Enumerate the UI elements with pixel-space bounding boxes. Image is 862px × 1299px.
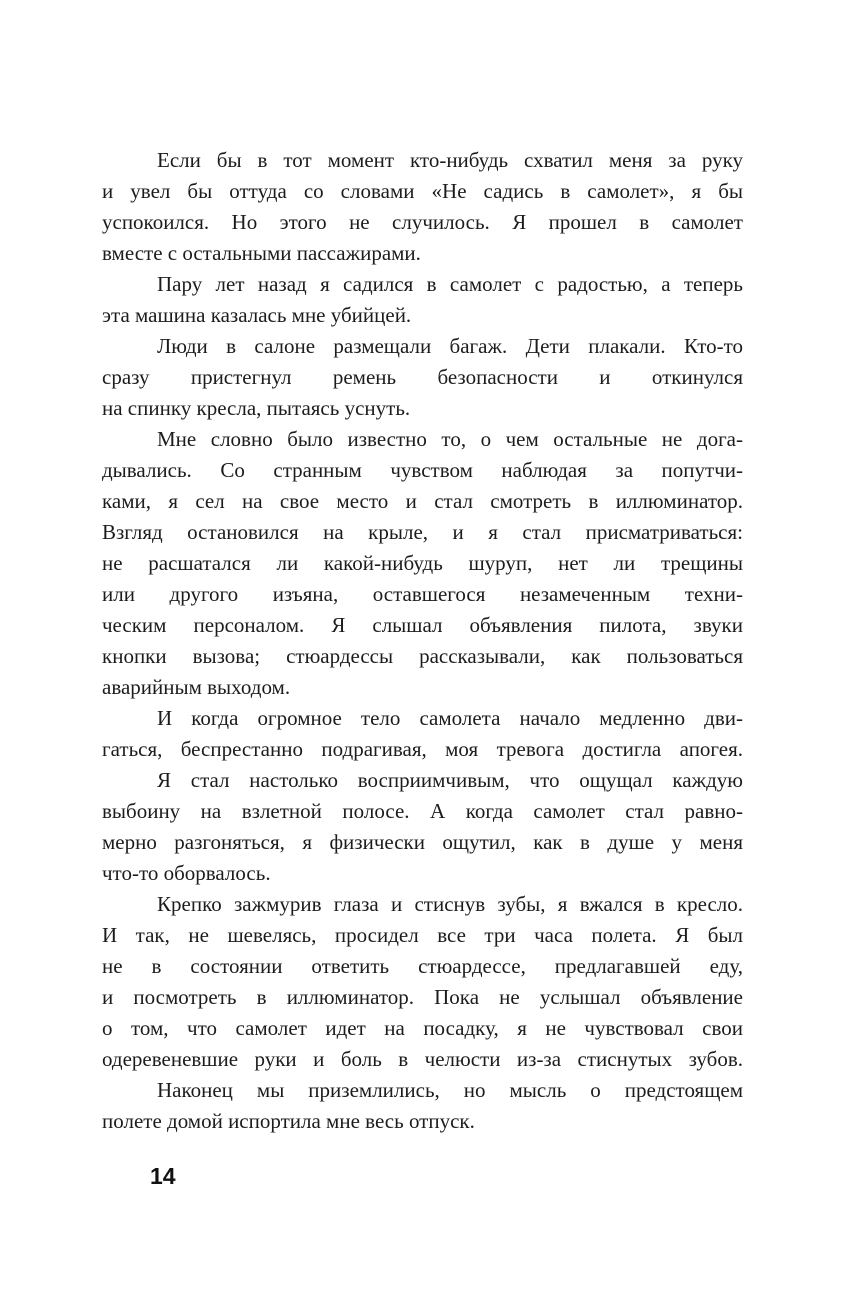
text-line: о том, что самолет идет на посадку, я не чувствовал свои	[102, 1016, 743, 1040]
text-line: аварийным выходом.	[102, 675, 291, 699]
text-line: кнопки вызова; стюардессы рассказывали, как пользоваться	[102, 644, 743, 668]
text-line: гаться, беспрестанно подрагивая, моя тревога достигла апогея.	[102, 737, 743, 761]
paragraph	[102, 889, 743, 1075]
text-line: И когда огромное тело самолета начало медленно дви-	[157, 706, 743, 730]
text-line: выбоину на взлетной полосе. А когда самолет стал равно-	[102, 799, 743, 823]
page-number: 14	[150, 1163, 176, 1189]
text-line: успокоился. Но этого не случилось. Я прошел в самолет	[102, 210, 743, 234]
text-line: полете домой испортила мне весь отпуск.	[102, 1109, 475, 1133]
text-line: Взгляд остановился на крыле, и я стал присматриваться:	[102, 520, 743, 544]
text-line: вместе с остальными пассажирами.	[102, 241, 421, 265]
paragraph	[102, 1075, 743, 1137]
text-line: на спинку кресла, пытаясь уснуть.	[102, 396, 411, 420]
paragraph	[102, 703, 743, 765]
paragraph	[102, 424, 743, 703]
text-line: не расшатался ли какой-нибудь шуруп, нет ли трещины	[102, 551, 743, 575]
paragraph	[102, 145, 743, 269]
text-line: сразу пристегнул ремень безопасности и откинулся	[102, 365, 743, 389]
text-line: Если бы в тот момент кто-нибудь схватил меня за руку	[157, 148, 743, 172]
paragraph	[102, 765, 743, 889]
text-line: ками, я сел на свое место и стал смотреть в иллюминатор.	[102, 489, 743, 513]
text-line: или другого изъяна, оставшегося незамеченным техни-	[102, 582, 743, 606]
text-line: дывались. Со странным чувством наблюдая за попутчи-	[102, 458, 743, 482]
text-line: мерно разгоняться, я физически ощутил, как в душе у меня	[102, 830, 743, 854]
text-line: эта машина казалась мне убийцей.	[102, 303, 412, 327]
text-line: ческим персоналом. Я слышал объявления пилота, звуки	[102, 613, 743, 637]
text-line: Люди в салоне размещали багаж. Дети плакали. Кто-то	[157, 334, 743, 358]
text-line: и увел бы оттуда со словами «Не садись в самолет», я бы	[102, 179, 743, 203]
page-text	[102, 145, 743, 1137]
text-line: Мне словно было известно то, о чем остальные не дога-	[157, 427, 743, 451]
text-line: Крепко зажмурив глаза и стиснув зубы, я вжался в кресло.	[157, 892, 743, 916]
text-line: и посмотреть в иллюминатор. Пока не услышал объявление	[102, 985, 743, 1009]
text-line: не в состоянии ответить стюардессе, предлагавшей еду,	[102, 954, 743, 978]
text-line: И так, не шевелясь, просидел все три часа полета. Я был	[102, 923, 743, 947]
text-line: одеревеневшие руки и боль в челюсти из-за стиснутых зубов.	[102, 1047, 743, 1071]
text-line: Я стал настолько восприимчивым, что ощущал каждую	[157, 768, 743, 792]
paragraph	[102, 269, 743, 331]
text-line: что-то оборвалось.	[102, 861, 271, 885]
text-line: Наконец мы приземлились, но мысль о предстоящем	[157, 1078, 743, 1102]
text-line: Пару лет назад я садился в самолет с радостью, а теперь	[157, 272, 743, 296]
paragraph	[102, 331, 743, 424]
